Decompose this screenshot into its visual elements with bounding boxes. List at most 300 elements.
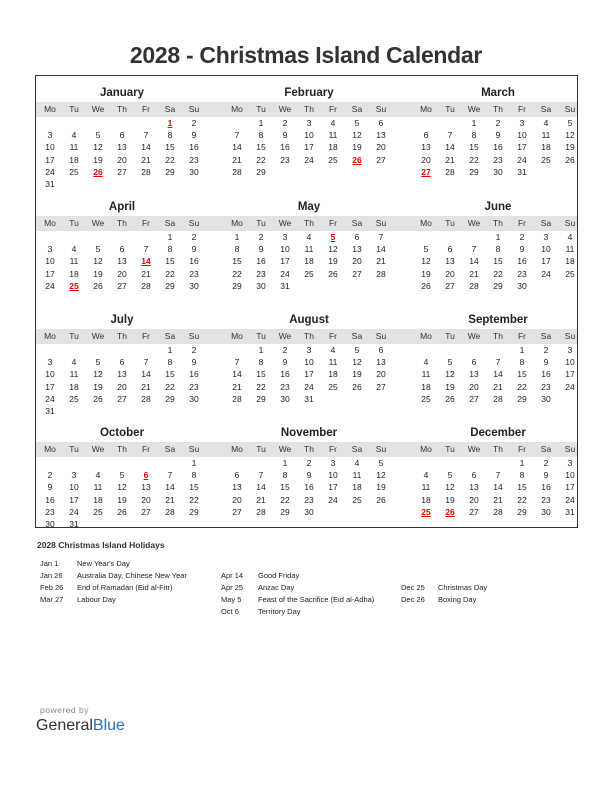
holiday-day: 26 xyxy=(445,506,455,517)
empty-day xyxy=(534,166,558,178)
weekday-header: Fr xyxy=(517,104,527,114)
month-name: August xyxy=(289,314,329,326)
day: 1 xyxy=(519,458,525,468)
day: 13 xyxy=(469,482,479,493)
weekday-header: Fr xyxy=(328,104,338,114)
day: 29 xyxy=(517,393,527,404)
empty-day xyxy=(110,178,134,190)
day: 14 xyxy=(493,482,503,493)
day: 20 xyxy=(141,494,151,505)
day: 12 xyxy=(352,357,362,368)
empty-day xyxy=(38,344,62,356)
empty-day xyxy=(134,117,158,129)
day: 12 xyxy=(445,482,455,493)
day: 13 xyxy=(445,256,455,267)
empty-day xyxy=(134,344,158,356)
day: 7 xyxy=(167,470,173,481)
day: 4 xyxy=(330,345,336,355)
day: 14 xyxy=(469,256,479,267)
month-name: September xyxy=(468,314,528,326)
day: 1 xyxy=(234,232,240,242)
day: 11 xyxy=(565,244,575,255)
month-name: January xyxy=(99,87,145,99)
weekday-header: Sa xyxy=(540,331,552,341)
holiday-date: Mar 27 xyxy=(40,595,64,604)
day: 30 xyxy=(517,280,527,291)
day: 4 xyxy=(71,357,77,368)
quarter-row xyxy=(36,419,577,532)
day: 9 xyxy=(519,244,525,255)
day: 5 xyxy=(567,118,573,128)
day: 21 xyxy=(141,154,151,165)
day: 27 xyxy=(352,268,362,279)
day: 20 xyxy=(376,369,386,380)
empty-day xyxy=(86,231,110,243)
day: 8 xyxy=(519,357,525,368)
generalblue-logo[interactable] xyxy=(36,717,125,735)
empty-day xyxy=(110,405,134,417)
day: 27 xyxy=(376,381,386,392)
empty-day xyxy=(369,393,393,405)
day: 7 xyxy=(447,130,453,141)
holiday-name: Territory Day xyxy=(258,607,301,616)
day: 27 xyxy=(117,166,127,177)
empty-day xyxy=(182,405,206,417)
day: 7 xyxy=(143,357,149,368)
holiday-name: Boxing Day xyxy=(438,595,477,604)
holiday-item xyxy=(401,594,487,606)
day: 8 xyxy=(471,130,477,141)
day: 8 xyxy=(167,357,173,368)
day: 30 xyxy=(280,393,290,404)
day: 26 xyxy=(445,393,455,404)
day: 8 xyxy=(234,244,240,255)
day: 13 xyxy=(117,369,127,380)
day: 9 xyxy=(47,482,53,493)
month-days xyxy=(414,102,582,178)
day: 5 xyxy=(447,470,453,481)
month-name: July xyxy=(110,314,134,326)
day: 11 xyxy=(421,369,431,380)
weekday-header: Sa xyxy=(540,104,552,114)
day: 29 xyxy=(189,506,199,517)
weekday-header: Tu xyxy=(445,218,455,228)
day: 8 xyxy=(495,244,501,255)
empty-day xyxy=(414,344,438,356)
weekday-header: We xyxy=(91,218,105,228)
holiday-date: Apr 14 xyxy=(221,571,244,580)
day: 29 xyxy=(280,506,290,517)
day: 15 xyxy=(165,369,175,380)
holiday-item xyxy=(221,582,374,594)
day: 25 xyxy=(69,393,79,404)
day: 6 xyxy=(378,345,384,355)
day: 4 xyxy=(354,458,360,468)
day: 19 xyxy=(352,369,362,380)
day: 6 xyxy=(354,232,360,242)
empty-day xyxy=(321,280,345,292)
day: 2 xyxy=(495,118,501,128)
day: 12 xyxy=(445,369,455,380)
day: 26 xyxy=(376,494,386,505)
day: 6 xyxy=(119,357,125,368)
day: 28 xyxy=(256,506,266,517)
day: 7 xyxy=(143,130,149,141)
holiday-name: Australia Day, Chinese New Year xyxy=(77,571,187,580)
day: 12 xyxy=(352,130,362,141)
day: 5 xyxy=(447,357,453,368)
empty-day xyxy=(62,457,86,469)
weekday-header: Su xyxy=(564,444,576,454)
day: 24 xyxy=(541,268,551,279)
holiday-date: Jan 26 xyxy=(40,571,63,580)
day: 10 xyxy=(304,357,314,368)
day: 17 xyxy=(45,268,55,279)
day: 22 xyxy=(517,494,527,505)
day: 14 xyxy=(232,142,242,153)
day: 7 xyxy=(495,357,501,368)
empty-day xyxy=(134,178,158,190)
month-april xyxy=(38,193,206,292)
day: 2 xyxy=(282,118,288,128)
empty-day xyxy=(321,166,345,178)
day: 9 xyxy=(306,470,312,481)
weekday-header: Tu xyxy=(69,331,79,341)
month-days xyxy=(414,329,582,405)
day: 11 xyxy=(69,256,79,267)
day: 4 xyxy=(95,470,101,481)
day: 25 xyxy=(328,154,338,165)
empty-day xyxy=(110,231,134,243)
day: 4 xyxy=(423,357,429,368)
month-days xyxy=(225,102,393,178)
day: 25 xyxy=(541,154,551,165)
day: 6 xyxy=(423,130,429,141)
weekday-header: Mo xyxy=(420,218,432,228)
holiday-date: Dec 26 xyxy=(401,595,425,604)
day: 24 xyxy=(565,381,575,392)
day: 30 xyxy=(256,280,266,291)
weekday-header: We xyxy=(278,104,292,114)
day: 29 xyxy=(165,280,175,291)
empty-day xyxy=(345,393,369,405)
quarter-row xyxy=(36,79,577,192)
day: 10 xyxy=(565,470,575,481)
day: 28 xyxy=(469,280,479,291)
brand-general: General xyxy=(36,717,93,734)
day: 18 xyxy=(93,494,103,505)
day: 19 xyxy=(93,381,103,392)
empty-day xyxy=(462,231,486,243)
day: 13 xyxy=(117,142,127,153)
empty-day xyxy=(86,178,110,190)
day: 12 xyxy=(421,256,431,267)
day: 9 xyxy=(282,130,288,141)
day: 17 xyxy=(45,381,55,392)
empty-day xyxy=(558,393,582,405)
empty-day xyxy=(86,518,110,530)
day: 29 xyxy=(256,393,266,404)
weekday-header: Su xyxy=(375,444,387,454)
day: 27 xyxy=(469,506,479,517)
day: 22 xyxy=(493,268,503,279)
day: 22 xyxy=(280,494,290,505)
empty-day xyxy=(414,457,438,469)
day: 27 xyxy=(232,506,242,517)
weekday-header: Mo xyxy=(231,331,243,341)
holiday-column xyxy=(221,570,374,618)
day: 11 xyxy=(304,244,314,255)
day: 16 xyxy=(45,494,55,505)
day: 2 xyxy=(306,458,312,468)
day: 4 xyxy=(306,232,312,242)
empty-day xyxy=(38,231,62,243)
empty-day xyxy=(134,405,158,417)
day: 18 xyxy=(69,268,79,279)
weekday-header: Th xyxy=(493,218,503,228)
empty-day xyxy=(86,344,110,356)
day: 28 xyxy=(141,393,151,404)
day: 7 xyxy=(234,357,240,368)
day: 13 xyxy=(117,256,127,267)
day: 21 xyxy=(469,268,479,279)
holiday-item xyxy=(40,558,187,570)
day: 30 xyxy=(304,506,314,517)
day: 15 xyxy=(165,142,175,153)
empty-day xyxy=(86,405,110,417)
day: 17 xyxy=(517,142,527,153)
day: 11 xyxy=(328,357,338,368)
day: 5 xyxy=(423,244,429,255)
month-name: November xyxy=(280,427,338,439)
day: 24 xyxy=(328,494,338,505)
day: 29 xyxy=(493,280,503,291)
weekday-header: Tu xyxy=(445,104,455,114)
day: 23 xyxy=(280,154,290,165)
day: 3 xyxy=(306,118,312,128)
day: 23 xyxy=(189,154,199,165)
month-november xyxy=(225,419,393,518)
empty-day xyxy=(249,457,273,469)
day: 30 xyxy=(493,166,503,177)
day: 15 xyxy=(165,256,175,267)
day: 14 xyxy=(376,244,386,255)
day: 5 xyxy=(95,357,101,368)
day: 15 xyxy=(517,369,527,380)
month-days xyxy=(414,216,582,292)
day: 20 xyxy=(117,381,127,392)
day: 3 xyxy=(47,357,53,368)
day: 1 xyxy=(495,232,501,242)
day: 5 xyxy=(354,345,360,355)
day: 17 xyxy=(541,256,551,267)
holiday-item xyxy=(221,594,374,606)
empty-day xyxy=(134,231,158,243)
weekday-header: Sa xyxy=(164,218,176,228)
day: 31 xyxy=(280,280,290,291)
holiday-item xyxy=(221,570,374,582)
empty-day xyxy=(273,166,297,178)
day: 6 xyxy=(447,244,453,255)
empty-day xyxy=(134,518,158,530)
day: 4 xyxy=(423,470,429,481)
holiday-column xyxy=(40,558,187,606)
day: 11 xyxy=(541,130,551,141)
day: 3 xyxy=(306,345,312,355)
holiday-day: 6 xyxy=(143,470,149,481)
month-december xyxy=(414,419,582,518)
day: 4 xyxy=(567,232,573,242)
day: 28 xyxy=(232,393,242,404)
empty-day xyxy=(534,280,558,292)
month-march xyxy=(414,79,582,178)
day: 9 xyxy=(282,357,288,368)
day: 3 xyxy=(47,244,53,255)
day: 25 xyxy=(93,506,103,517)
day: 23 xyxy=(541,381,551,392)
day: 17 xyxy=(69,494,79,505)
empty-day xyxy=(86,457,110,469)
empty-day xyxy=(345,506,369,518)
day: 23 xyxy=(256,268,266,279)
day: 16 xyxy=(280,142,290,153)
day: 10 xyxy=(328,470,338,481)
month-october xyxy=(38,419,206,530)
day: 6 xyxy=(119,130,125,141)
weekday-header: We xyxy=(467,218,481,228)
day: 4 xyxy=(330,118,336,128)
day: 22 xyxy=(165,154,175,165)
day: 26 xyxy=(117,506,127,517)
day: 24 xyxy=(304,381,314,392)
holiday-date: Dec 25 xyxy=(401,583,425,592)
weekday-header: Sa xyxy=(164,104,176,114)
day: 2 xyxy=(191,118,197,128)
weekday-header: We xyxy=(91,331,105,341)
holiday-day: 14 xyxy=(141,256,151,267)
empty-day xyxy=(225,344,249,356)
weekday-header: We xyxy=(278,444,292,454)
day: 20 xyxy=(117,154,127,165)
day: 10 xyxy=(280,244,290,255)
weekday-header: Th xyxy=(304,331,314,341)
day: 8 xyxy=(519,470,525,481)
day: 10 xyxy=(565,357,575,368)
day: 16 xyxy=(517,256,527,267)
day: 25 xyxy=(352,494,362,505)
empty-day xyxy=(110,344,134,356)
day: 25 xyxy=(69,166,79,177)
day: 9 xyxy=(258,244,264,255)
holiday-name: Feast of the Sacrifice (Eid al-Adha) xyxy=(258,595,375,604)
month-days xyxy=(225,442,393,518)
day: 7 xyxy=(143,244,149,255)
weekday-header: Sa xyxy=(540,444,552,454)
day: 13 xyxy=(352,244,362,255)
day: 7 xyxy=(495,470,501,481)
day: 27 xyxy=(141,506,151,517)
day: 18 xyxy=(69,381,79,392)
empty-day xyxy=(158,518,182,530)
day: 19 xyxy=(421,268,431,279)
day: 20 xyxy=(445,268,455,279)
day: 29 xyxy=(517,506,527,517)
holiday-date: Feb 26 xyxy=(40,583,64,592)
weekday-header: Mo xyxy=(231,444,243,454)
weekday-header: Mo xyxy=(420,444,432,454)
day: 10 xyxy=(541,244,551,255)
holiday-name: End of Ramadan (Eid al-Fitr) xyxy=(77,583,173,592)
day: 31 xyxy=(45,405,55,416)
day: 1 xyxy=(282,458,288,468)
weekday-header: Sa xyxy=(540,218,552,228)
day: 15 xyxy=(232,256,242,267)
day: 16 xyxy=(493,142,503,153)
day: 9 xyxy=(543,470,549,481)
day: 24 xyxy=(304,154,314,165)
day: 9 xyxy=(191,244,197,255)
day: 21 xyxy=(165,494,175,505)
day: 5 xyxy=(378,458,384,468)
holiday-item xyxy=(40,582,187,594)
day: 29 xyxy=(469,166,479,177)
month-september xyxy=(414,306,582,405)
day: 26 xyxy=(328,268,338,279)
weekday-header: Mo xyxy=(420,104,432,114)
day: 8 xyxy=(167,130,173,141)
day: 6 xyxy=(471,470,477,481)
weekday-header: Fr xyxy=(141,218,151,228)
weekday-header: We xyxy=(91,444,105,454)
day: 29 xyxy=(165,166,175,177)
empty-day xyxy=(414,117,438,129)
day: 11 xyxy=(69,369,79,380)
month-name: May xyxy=(297,201,321,213)
empty-day xyxy=(438,117,462,129)
quarter-row xyxy=(36,306,577,419)
empty-day xyxy=(134,457,158,469)
month-june xyxy=(414,193,582,292)
day: 13 xyxy=(376,130,386,141)
day: 19 xyxy=(93,154,103,165)
day: 22 xyxy=(469,154,479,165)
empty-day xyxy=(110,117,134,129)
weekday-header: We xyxy=(467,444,481,454)
day: 14 xyxy=(445,142,455,153)
day: 14 xyxy=(493,369,503,380)
empty-day xyxy=(182,178,206,190)
empty-day xyxy=(321,506,345,518)
day: 13 xyxy=(232,482,242,493)
empty-day xyxy=(297,280,321,292)
weekday-header: Tu xyxy=(445,444,455,454)
day: 3 xyxy=(330,458,336,468)
month-days xyxy=(225,329,393,405)
day: 21 xyxy=(141,268,151,279)
day: 1 xyxy=(167,345,173,355)
empty-day xyxy=(38,117,62,129)
weekday-header: Tu xyxy=(256,104,266,114)
day: 23 xyxy=(280,381,290,392)
day: 3 xyxy=(282,232,288,242)
empty-day xyxy=(86,117,110,129)
day: 2 xyxy=(282,345,288,355)
weekday-header: Tu xyxy=(69,104,79,114)
holiday-date: Apr 25 xyxy=(221,583,244,592)
day: 29 xyxy=(232,280,242,291)
day: 11 xyxy=(328,130,338,141)
day: 22 xyxy=(189,494,199,505)
